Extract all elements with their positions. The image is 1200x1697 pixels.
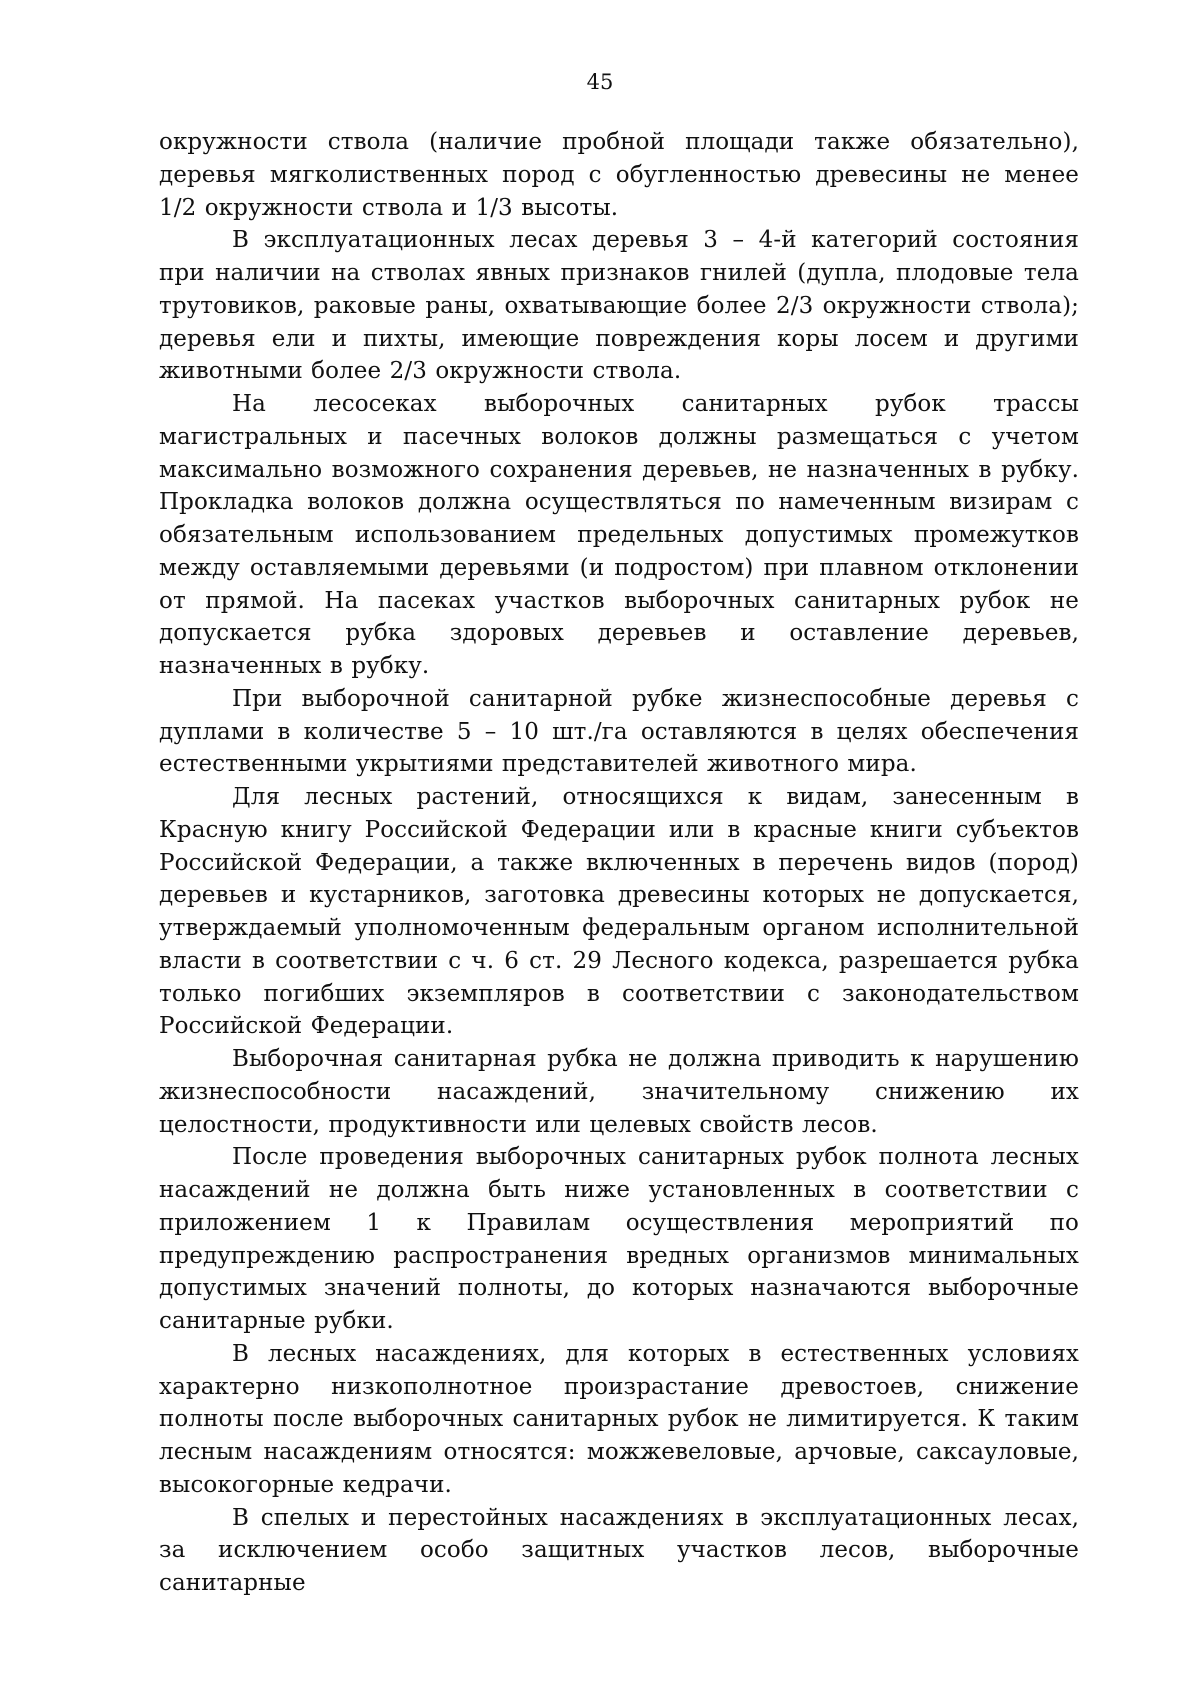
paragraph-exploitation-forests: В эксплуатационных лесах деревья 3 – 4-й категорий состояния при наличии на стволах явных признаков гнилей (дупла, плодовые тела трутовиков, раковые раны, охватывающие более 2/3 окружности ствола); деревья ели и пихты, имеющие повреждения коры лосем и другими животными более 2/3 окружности ствола. bbox=[159, 227, 1079, 385]
paragraph-continuation: окружности ствола (наличие пробной площади также обязательно), деревья мягколиственных пород с обугленностью древесины не менее 1/2 окружности ствола и 1/3 высоты. bbox=[159, 129, 1079, 221]
document-body bbox=[159, 126, 1079, 1600]
paragraph-low-density-stands: В лесных насаждениях, для которых в естественных условиях характерно низкополнотное произрастание древостоев, снижение полноты после выборочных санитарных рубок не лимитируется. К таким лесным насаждениям относятся: можжевеловые, арчовые, саксауловые, высокогорные кедрачи. bbox=[159, 1340, 1079, 1498]
paragraph-hollow-trees: При выборочной санитарной рубке жизнеспособные деревья с дуплами в количестве 5 – 10 шт./га оставляются в целях обеспечения естественными укрытиями представителей животного мира. bbox=[159, 685, 1079, 778]
paragraph-viability: Выборочная санитарная рубка не должна приводить к нарушению жизнеспособности насаждений, значительному снижению их целостности, продуктивности или целевых свойств лесов. bbox=[159, 1046, 1079, 1138]
paragraph-stand-density: После проведения выборочных санитарных рубок полнота лесных насаждений не должна быть ниже установленных в соответствии с приложением 1 к Правилам осуществления мероприятий по предупреждению распространения вредных организмов минимальных допустимых значений полноты, до которых назначаются выборочные санитарные рубки. bbox=[159, 1144, 1079, 1334]
paragraph-mature-stands: В спелых и перестойных насаждениях в эксплуатационных лесах, за исключением особо защитных участков лесов, выборочные санитарные bbox=[159, 1504, 1079, 1596]
paragraph-red-book-species: Для лесных растений, относящихся к видам, занесенным в Красную книгу Российской Федерации или в красные книги субъектов Российской Федерации, а также включенных в перечень видов (пород) деревьев и кустарников, заготовка древесины которых не допускается, утверждаемый уполномоченным федеральным органом исполнительной власти в соответствии с ч. 6 ст. 29 Лесного кодекса, разрешается рубка только погибших экземпляров в соответствии с законодательством Российской Федерации. bbox=[159, 784, 1079, 1040]
paragraph-skidding-trails: На лесосеках выборочных санитарных рубок трассы магистральных и пасечных волоков должны размещаться с учетом максимально возможного сохранения деревьев, не назначенных в рубку. Прокладка волоков должна осуществляться по намеченным визирам с обязательным использованием предельных допустимых промежутков между оставляемыми деревьями (и подростом) при плавном отклонении от прямой. На пасеках участков выборочных санитарных рубок не допускается рубка здоровых деревьев и оставление деревьев, назначенных в рубку. bbox=[159, 391, 1079, 679]
page-number: 45 bbox=[586, 70, 614, 94]
